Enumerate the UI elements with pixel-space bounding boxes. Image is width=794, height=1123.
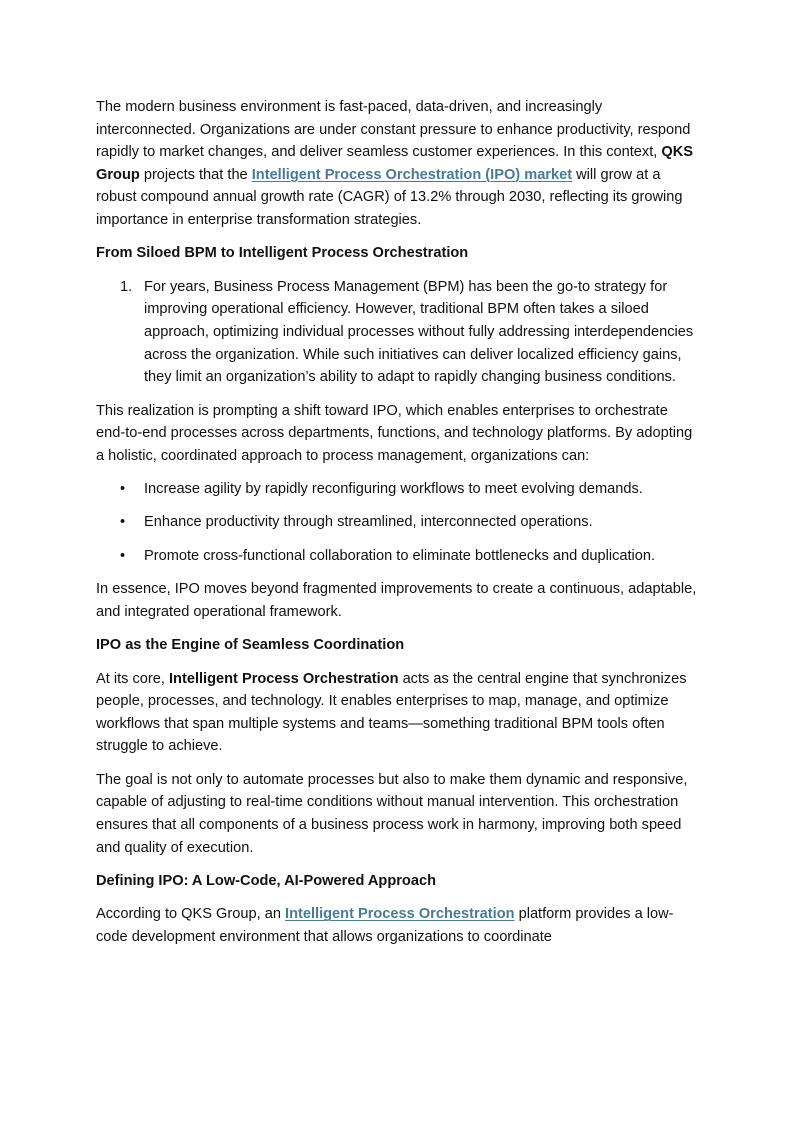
- definition-paragraph: [96, 903, 698, 948]
- definition-text-1: According to QKS Group, an: [96, 906, 286, 923]
- benefit-item: [96, 511, 698, 534]
- core-text-2: acts as the central engine that synchronizes people, processes, and technology. It enables enterprises to map, manage, and optimize workflows that span multiple systems and teams—something traditional BPM tools often struggle to achieve.: [96, 670, 687, 755]
- core-paragraph: [96, 668, 698, 758]
- bullet-icon: •: [120, 547, 126, 564]
- definition-text-2: platform provides a low-code development environment that allows organizations to coordinate: [96, 906, 674, 945]
- intro-text-1: The modern business environment is fast-paced, data-driven, and increasingly interconnected. Organizations are under constant pressure to enhance productivity, respond rapidly to market changes, and deliver seamless customer experiences. In this context,: [96, 99, 691, 161]
- core-text-1: At its core,: [96, 670, 169, 687]
- benefit-text: Promote cross-functional collaboration to eliminate bottlenecks and duplication.: [144, 547, 656, 564]
- section-heading-siloed-bpm: From Siloed BPM to Intelligent Process Orchestration: [96, 245, 469, 262]
- benefit-item: [96, 478, 698, 501]
- numbered-list: [96, 276, 698, 389]
- list-item-text: For years, Business Process Management (BPM) has been the go-to strategy for improving operational efficiency. However, traditional BPM often takes a siloed approach, optimizing individual processes without fully addressing interdependencies across the organization. While such initiatives can deliver localized efficiency gains, they limit an organization’s ability to adapt to rapidly changing business conditions.: [144, 278, 694, 386]
- document-page: [96, 96, 698, 959]
- benefit-text: Enhance productivity through streamlined, interconnected operations.: [144, 514, 593, 531]
- bullet-icon: •: [120, 481, 126, 498]
- benefit-text: Increase agility by rapidly reconfiguring workflows to meet evolving demands.: [144, 481, 643, 498]
- intro-text-3: will grow at a robust compound annual growth rate (CAGR) of 13.2% through 2030, reflecting its growing importance in enterprise transformation strategies.: [96, 166, 683, 228]
- goal-paragraph: The goal is not only to automate processes but also to make them dynamic and responsive, capable of adjusting to real-time conditions without manual intervention. This orchestration ensures that all components of a business process work in harmony, improving both speed and quality of execution.: [96, 771, 688, 856]
- numbered-list-item: [96, 276, 698, 389]
- shift-paragraph: This realization is prompting a shift toward IPO, which enables enterprises to orchestrate end-to-end processes across departments, functions, and technology platforms. By adopting a holistic, coordinated approach to process management, organizations can:: [96, 402, 693, 464]
- ipo-market-link[interactable]: Intelligent Process Orchestration (IPO) market: [251, 166, 573, 183]
- brand-name: QKS Group: [96, 144, 693, 183]
- intro-paragraph: [96, 96, 698, 232]
- section-heading-defining-ipo: Defining IPO: A Low-Code, AI-Powered Approach: [96, 872, 436, 889]
- bullet-icon: •: [120, 514, 126, 531]
- intro-text-2: projects that the: [139, 166, 252, 183]
- essence-paragraph: In essence, IPO moves beyond fragmented improvements to create a continuous, adaptable, and integrated operational framework.: [96, 581, 697, 620]
- list-number: 1.: [120, 278, 133, 295]
- section-heading-engine: IPO as the Engine of Seamless Coordination: [96, 637, 405, 654]
- benefits-list: [96, 478, 698, 567]
- ipo-platform-link[interactable]: Intelligent Process Orchestration: [285, 906, 515, 923]
- core-bold-term: Intelligent Process Orchestration: [169, 670, 399, 687]
- benefit-item: [96, 545, 698, 568]
